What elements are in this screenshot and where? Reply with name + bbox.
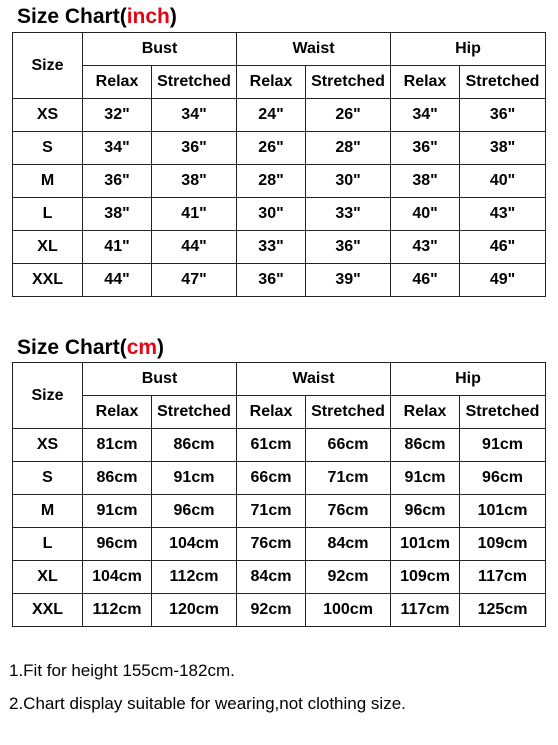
measurement-cell: 47" [152,264,237,297]
measurement-cell: 86cm [83,462,152,495]
table-row [13,231,546,264]
measurement-cell: 120cm [152,594,237,627]
table-row [13,561,546,594]
measurement-cell: 46" [391,264,460,297]
measurement-cell: 38" [152,165,237,198]
group-header-bust: Bust [83,33,237,66]
measurement-cell: 28" [237,165,306,198]
size-column-header: Size [13,363,83,429]
measurement-cell: 38" [83,198,152,231]
measurement-cell: 39" [306,264,391,297]
group-header-waist: Waist [237,363,391,396]
measurement-cell: 81cm [83,429,152,462]
measurement-cell: 91cm [460,429,546,462]
title-text: Size Chart( [17,336,127,359]
title-close: ) [157,336,165,359]
measurement-cell: 76cm [237,528,306,561]
measurement-cell: 38" [391,165,460,198]
measurement-cell: 26" [306,99,391,132]
header-row-subheaders [13,66,546,99]
measurement-cell: 91cm [391,462,460,495]
measurement-cell: 96cm [391,495,460,528]
measurement-cell: 38" [460,132,546,165]
measurement-cell: 34" [391,99,460,132]
measurement-cell: 76cm [306,495,391,528]
size-label-cell: XL [13,231,83,264]
title-unit: cm [126,336,158,359]
header-row-groups [13,363,546,396]
size-label-cell: L [13,528,83,561]
table-row [13,165,546,198]
measurement-cell: 33" [237,231,306,264]
subheader-relax: Relax [83,66,152,99]
measurement-cell: 36" [460,99,546,132]
subheader-stretched: Stretched [306,396,391,429]
measurement-cell: 30" [306,165,391,198]
measurement-cell: 96cm [152,495,237,528]
measurement-cell: 43" [460,198,546,231]
measurement-cell: 43" [391,231,460,264]
measurement-cell: 40" [460,165,546,198]
subheader-relax: Relax [391,396,460,429]
size-label-cell: S [13,462,83,495]
table-row [13,132,546,165]
size-label-cell: XS [13,99,83,132]
table-row [13,528,546,561]
measurement-cell: 44" [83,264,152,297]
measurement-cell: 36" [152,132,237,165]
measurement-cell: 96cm [460,462,546,495]
measurement-cell: 84cm [306,528,391,561]
group-header-hip: Hip [391,363,546,396]
measurement-cell: 86cm [152,429,237,462]
measurement-cell: 46" [460,231,546,264]
size-label-cell: M [13,165,83,198]
measurement-cell: 100cm [306,594,391,627]
measurement-cell: 36" [83,165,152,198]
header-row-groups [13,33,546,66]
size-label-cell: XXL [13,594,83,627]
note-height: 1.Fit for height 155cm-182cm. [9,661,235,680]
size-chart-inch-title [17,6,177,27]
measurement-cell: 91cm [152,462,237,495]
subheader-relax: Relax [391,66,460,99]
measurement-cell: 24" [237,99,306,132]
measurement-cell: 41" [152,198,237,231]
size-label-cell: L [13,198,83,231]
size-column-header: Size [13,33,83,99]
table-row [13,264,546,297]
measurement-cell: 117cm [391,594,460,627]
measurement-cell: 41" [83,231,152,264]
table-row [13,594,546,627]
measurement-cell: 26" [237,132,306,165]
measurement-cell: 66cm [306,429,391,462]
size-table-inch [12,32,546,297]
measurement-cell: 104cm [83,561,152,594]
header-row-subheaders [13,396,546,429]
measurement-cell: 92cm [237,594,306,627]
measurement-cell: 101cm [460,495,546,528]
size-label-cell: M [13,495,83,528]
measurement-cell: 36" [306,231,391,264]
measurement-cell: 34" [83,132,152,165]
measurement-cell: 91cm [83,495,152,528]
subheader-relax: Relax [83,396,152,429]
measurement-cell: 44" [152,231,237,264]
measurement-cell: 101cm [391,528,460,561]
group-header-bust: Bust [83,363,237,396]
note-chart-display: 2.Chart display suitable for wearing,not clothing size. [9,694,406,713]
measurement-cell: 66cm [237,462,306,495]
measurement-cell: 112cm [83,594,152,627]
size-chart-cm-title [17,337,164,358]
measurement-cell: 36" [237,264,306,297]
table-row [13,495,546,528]
table-row [13,429,546,462]
subheader-stretched: Stretched [306,66,391,99]
subheader-stretched: Stretched [460,396,546,429]
size-label-cell: XL [13,561,83,594]
measurement-cell: 40" [391,198,460,231]
subheader-stretched: Stretched [460,66,546,99]
table-row [13,462,546,495]
measurement-cell: 61cm [237,429,306,462]
measurement-cell: 117cm [460,561,546,594]
title-text: Size Chart( [17,5,127,28]
measurement-cell: 49" [460,264,546,297]
measurement-cell: 112cm [152,561,237,594]
size-table-cm [12,362,546,627]
size-label-cell: XXL [13,264,83,297]
measurement-cell: 109cm [391,561,460,594]
measurement-cell: 92cm [306,561,391,594]
table-row [13,198,546,231]
subheader-stretched: Stretched [152,396,237,429]
table-row [13,99,546,132]
size-label-cell: XS [13,429,83,462]
measurement-cell: 32" [83,99,152,132]
subheader-stretched: Stretched [152,66,237,99]
measurement-cell: 34" [152,99,237,132]
group-header-waist: Waist [237,33,391,66]
subheader-relax: Relax [237,66,306,99]
measurement-cell: 96cm [83,528,152,561]
subheader-relax: Relax [237,396,306,429]
title-close: ) [169,5,177,28]
measurement-cell: 30" [237,198,306,231]
measurement-cell: 86cm [391,429,460,462]
title-unit: inch [126,5,170,28]
measurement-cell: 28" [306,132,391,165]
measurement-cell: 36" [391,132,460,165]
measurement-cell: 125cm [460,594,546,627]
measurement-cell: 84cm [237,561,306,594]
measurement-cell: 71cm [306,462,391,495]
size-label-cell: S [13,132,83,165]
measurement-cell: 33" [306,198,391,231]
measurement-cell: 109cm [460,528,546,561]
group-header-hip: Hip [391,33,546,66]
measurement-cell: 104cm [152,528,237,561]
measurement-cell: 71cm [237,495,306,528]
